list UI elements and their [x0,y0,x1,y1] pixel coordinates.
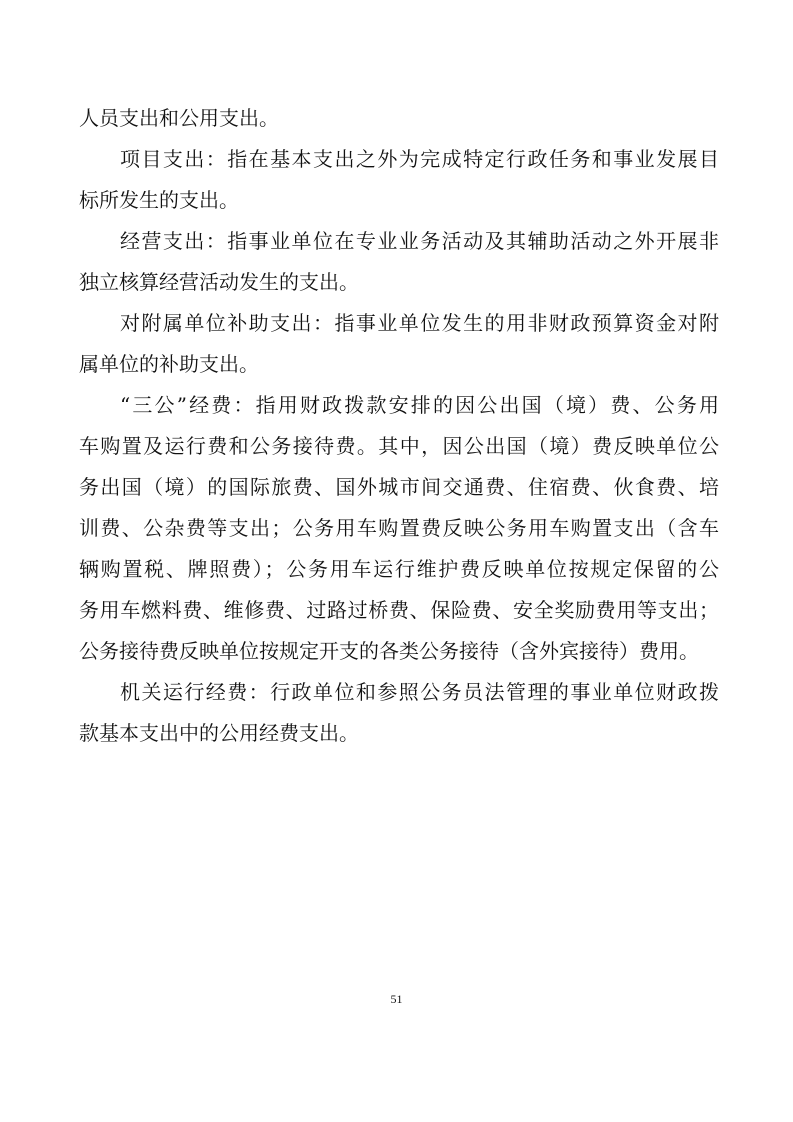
text-line: 独立核算经营活动发生的支出。 [79,270,359,294]
text-line: 对附属单位补助支出：指事业单位发生的用非财政预算资金对附 [120,311,719,335]
text-line: 经营支出：指事业单位在专业业务活动及其辅助活动之外开展非 [120,229,719,253]
paragraph-three-public-funds [79,385,719,672]
page-number: 51 [390,992,403,1006]
paragraph-subsidiary-subsidy [79,303,719,385]
paragraph-personnel-public-continued [79,98,719,139]
text-line: 属单位的补助支出。 [79,352,259,376]
text-line: 车购置及运行费和公务接待费。其中，因公出国（境）费反映单位公 [79,434,719,458]
text-line: 公务接待费反映单位按规定开支的各类公务接待（含外宾接待）费用。 [79,639,699,663]
text-line: 机关运行经费：行政单位和参照公务员法管理的事业单位财政拨 [120,680,719,704]
text-line: “三公”经费：指用财政拨款安排的因公出国（境）费、公务用 [120,393,719,417]
paragraph-operating-expenditure [79,221,719,303]
text-line: 训费、公杂费等支出；公务用车购置费反映公务用车购置支出（含车 [79,516,719,540]
text-line: 辆购置税、牌照费）；公务用车运行维护费反映单位按规定保留的公 [79,557,719,581]
text-line: 人员支出和公用支出。 [79,106,279,130]
paragraph-agency-operating-funds [79,672,719,754]
text-line: 务用车燃料费、维修费、过路过桥费、保险费、安全奖励费用等支出； [79,598,719,622]
body-text [79,98,719,754]
text-line: 标所发生的支出。 [79,188,239,212]
text-line: 务出国（境）的国际旅费、国外城市间交通费、住宿费、伙食费、培 [79,475,719,499]
paragraph-project-expenditure [79,139,719,221]
text-line: 款基本支出中的公用经费支出。 [79,721,359,745]
text-line: 项目支出：指在基本支出之外为完成特定行政任务和事业发展目 [120,147,719,171]
